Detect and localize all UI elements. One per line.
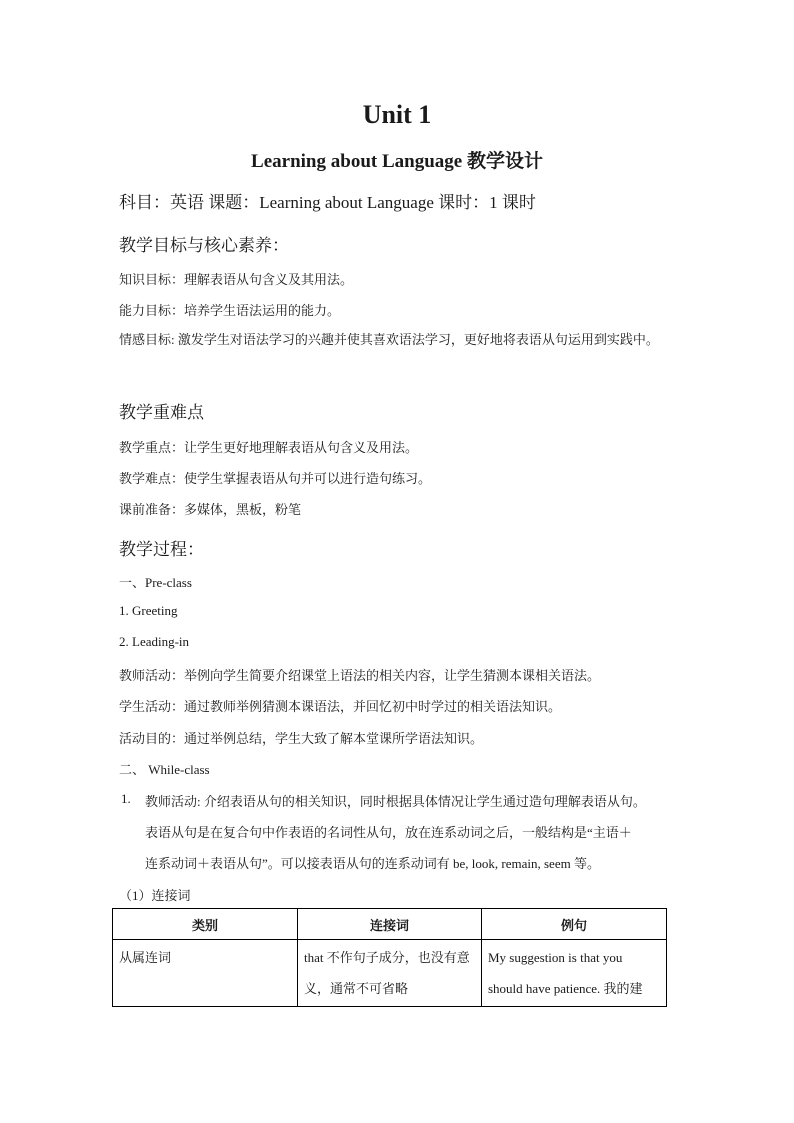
doc-title: Unit 1 bbox=[362, 100, 432, 129]
column-header-category: 类别 bbox=[113, 909, 298, 940]
preclass-heading: 一、Pre-class bbox=[119, 575, 192, 590]
conjunctions-table bbox=[112, 908, 667, 1007]
column-header-example: 例句 bbox=[482, 909, 667, 940]
item1-line3: 连系动词＋表语从句”。可以接表语从句的连系动词有 be, look, remain, seem 等。 bbox=[145, 856, 600, 871]
table-cell-example: My suggestion is that you should have patience. 我的建 bbox=[482, 940, 667, 1007]
table-cell-conjunction: that 不作句子成分，也没有意义，通常不可省略 bbox=[298, 940, 482, 1007]
emotion-goal: 情感目标: 激发学生对语法学习的兴趣并使其喜欢语法学习，更好地将表语从句运用到实践中。 bbox=[119, 332, 659, 347]
item1-number: 1. bbox=[121, 791, 131, 806]
student-activity: 学生活动：通过教师举例猜测本课语法，并回忆初中时学过的相关语法知识。 bbox=[119, 699, 562, 714]
preparation: 课前准备：多媒体，黑板，粉笔 bbox=[119, 502, 302, 517]
activity-purpose: 活动目的：通过举例总结，学生大致了解本堂课所学语法知识。 bbox=[119, 731, 484, 746]
leadin-item: 2. Leading-in bbox=[119, 634, 190, 649]
teacher-activity: 教师活动：举例向学生简要介绍课堂上语法的相关内容，让学生猜测本课相关语法。 bbox=[119, 668, 601, 683]
doc-subtitle: Learning about Language 教学设计 bbox=[251, 151, 543, 172]
conjunctions-heading: （1）连接词 bbox=[119, 888, 191, 903]
item1-line2: 表语从句是在复合句中作表语的名词性从句，放在连系动词之后，一般结构是“主语＋ bbox=[145, 825, 632, 840]
course-meta: 科目：英语 课题：Learning about Language 课时：1 课时 bbox=[119, 193, 536, 212]
greeting-item: 1. Greeting bbox=[119, 603, 178, 618]
key-point: 教学重点：让学生更好地理解表语从句含义及用法。 bbox=[119, 440, 419, 455]
objectives-heading: 教学目标与核心素养： bbox=[119, 236, 289, 255]
keypoints-heading: 教学重难点 bbox=[119, 403, 204, 422]
knowledge-goal: 知识目标：理解表语从句含义及其用法。 bbox=[119, 272, 354, 287]
difficult-point: 教学难点：使学生掌握表语从句并可以进行造句练习。 bbox=[119, 471, 432, 486]
item1-line1: 教师活动: 介绍表语从句的相关知识，同时根据具体情况让学生通过造句理解表语从句。 bbox=[145, 794, 646, 809]
ability-goal: 能力目标：培养学生语法运用的能力。 bbox=[119, 303, 341, 318]
column-header-conjunction: 连接词 bbox=[298, 909, 482, 940]
table-header-row bbox=[113, 909, 667, 940]
table-row bbox=[113, 940, 667, 1007]
process-heading: 教学过程： bbox=[119, 540, 204, 559]
table-cell-category: 从属连词 bbox=[113, 940, 298, 1007]
whileclass-heading: 二、 While-class bbox=[119, 762, 210, 777]
